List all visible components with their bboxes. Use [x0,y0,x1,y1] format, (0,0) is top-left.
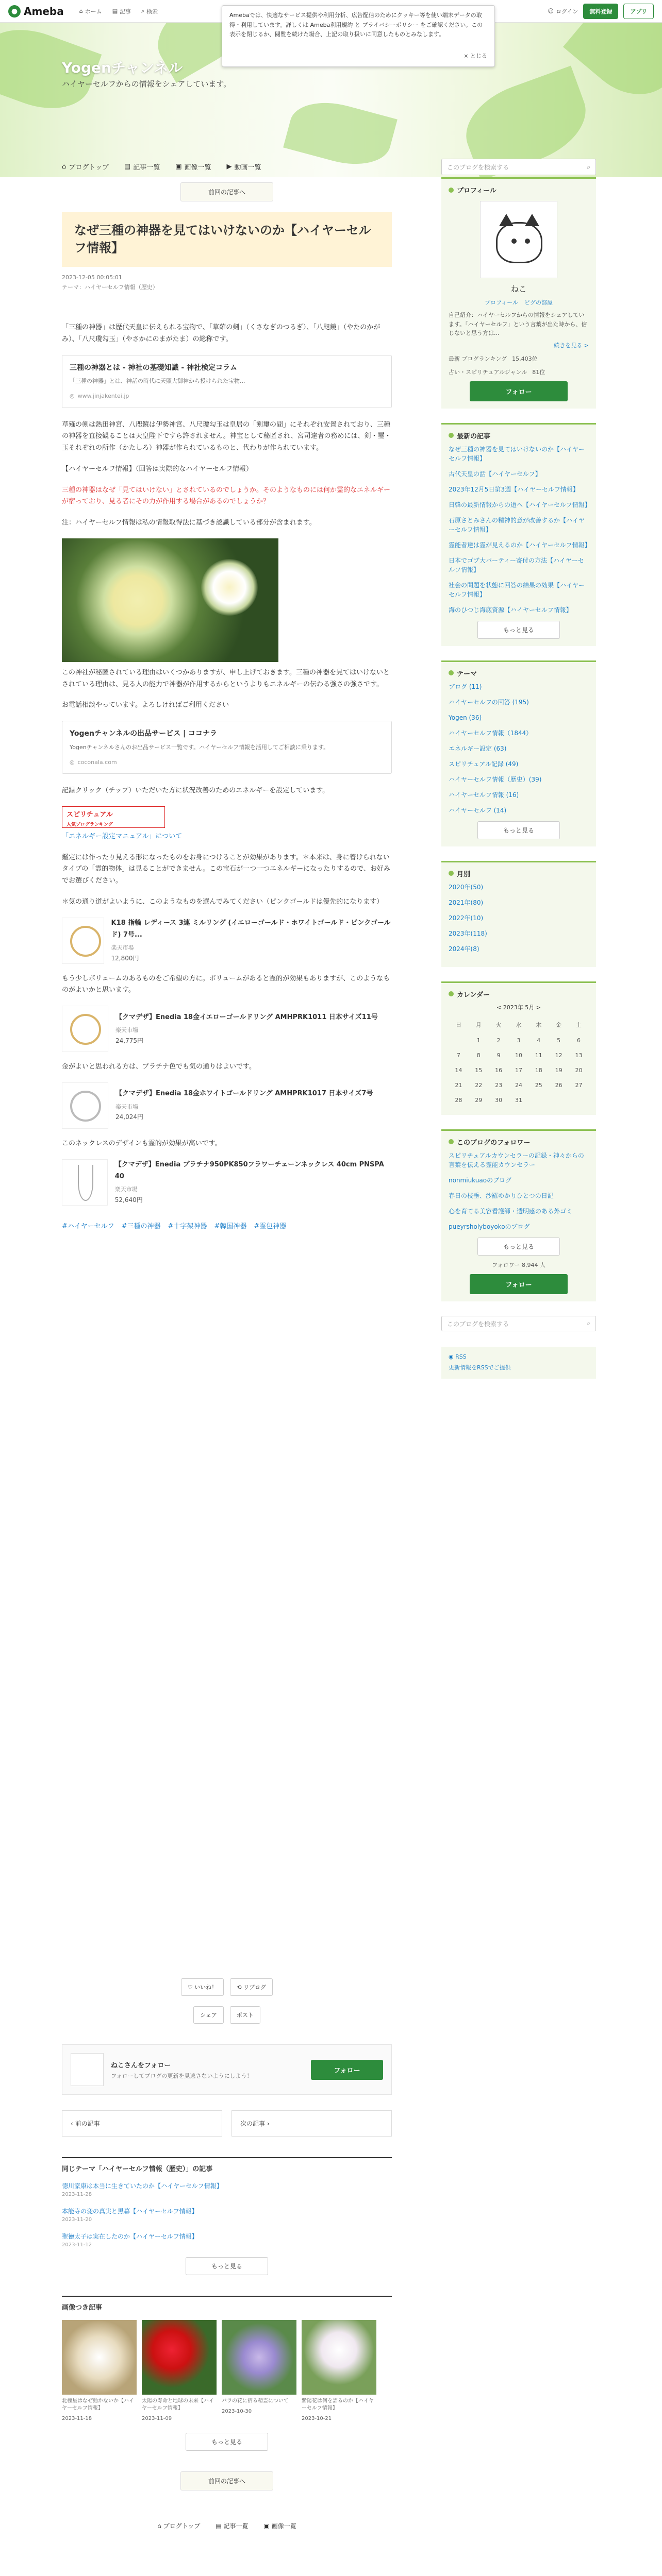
social-share-bar [62,2006,392,2024]
heart-icon: ♡ [187,1984,195,1991]
globe-icon: ◎ [70,758,75,766]
related-article-link[interactable]: 本能寺の変の真実と黒幕【ハイヤーセルフ情報】 2023-11-20 [62,2208,198,2223]
product-image [62,1082,108,1129]
related-articles [62,2157,392,2275]
leaf-decoration [283,93,398,174]
blog-description: ハイヤーセルフからの情報をシェアしています。 [62,79,231,89]
related-article-link[interactable]: 徳川家康は本当に生きていたのか【ハイヤーセルフ情報】 2023-11-28 [62,2182,223,2197]
blog-search-input[interactable]: このブログを検索する ⌕ [441,159,596,175]
recent-article-link[interactable]: 海のひつじ海底資源【ハイヤーセルフ情報】 [449,606,572,614]
video-icon: ▶ [226,163,232,171]
tag-link[interactable]: #三種の神器 [121,1222,161,1230]
article-date: 2023-12-05 00:05:01 [62,274,122,281]
more-button[interactable]: もっと見る [477,621,560,639]
avatar[interactable] [480,201,557,278]
bullet-icon [449,991,454,996]
bullet-icon [449,433,454,438]
photo-thumbnail [302,2320,376,2395]
recent-article-link[interactable]: 古代天皇の話【ハイヤーセルフ】 [449,470,541,478]
search-icon[interactable]: ⌕ [587,163,590,171]
blog-nav-videos[interactable]: ▶ 動画一覧 [226,163,261,172]
photo-thumbnail [62,2320,137,2395]
recent-article-link[interactable]: なぜ三種の神器を見てはいけないのか【ハイヤーセルフ情報】 [449,445,585,462]
photo-article[interactable]: 太陽の寿命と地球の未来【ハイヤーセルフ情報】 2023-11-09 [142,2320,217,2422]
global-nav [79,7,158,15]
theme-link[interactable]: ハイヤーセルフ情報 (16) [449,791,519,799]
user-icon: ☺ [548,8,554,14]
search-icon[interactable]: ⌕ [587,1319,590,1327]
article-paragraph: 鑑定には作ったり見える形になったものをお身につけることが効果があります。＊本来は、身に着けられないタイプの「霊的物体」は見ることができません。この宝石が一つ一つエネルギーになったりするので、お好みでお選びください。 [62,853,390,885]
themes-box: テーマ ブログ (11) ハイヤーセルフの回答 (195) Yogen (36) ハイヤーセルフ情報（1844） エネルギー設定 (63) スピリチュアル記録 (49) ハイヤーセルフ情報（歴史）(39) ハイヤーセルフ情報 (16) ハイヤーセルフ (14) もっと見る [441,660,596,846]
ameba-mark-icon: ● [8,5,21,18]
bullet-icon [449,670,454,675]
archive-link[interactable]: 2023年(118) [449,929,487,937]
article-paragraph: もう少しボリュームのあるものをご希望の方に。ボリュームがあると霊的が効果もありますが、このようなものがよいかと思います。 [62,974,390,994]
next-article-link[interactable]: 次の記事 › [231,2110,392,2137]
rss-box [441,1347,596,1379]
chevron-left-icon: ‹ [71,2120,75,2127]
recent-article-link[interactable]: 社会の問題を状態に回答の結果の効果【ハイヤーセルフ情報】 [449,581,585,598]
product-image [62,1159,108,1206]
follower-link[interactable]: pueyrsholyboyokoのブログ [449,1223,530,1230]
blog-nav-top[interactable]: ⌂ ブログトップ [62,163,109,172]
article-body [62,322,392,1232]
product-item[interactable]: 【クマデザ】Enedia プラチナ950PK850フラワーチェーンネックレス 40cm PNSPA 40 楽天市場 52,640円 [62,1159,392,1206]
follower-link[interactable]: nonmiukuaoのブログ [449,1176,512,1184]
tag-link[interactable]: #韓国神器 [214,1222,247,1230]
product-item[interactable]: K18 指輪 レディース 3連 ミルリング (イエローゴールド・ホワイトゴールド・ピンクゴールド) 7号... 楽天市場 12,800円 [62,918,392,964]
login-link[interactable]: ☺ ログイン [548,8,578,15]
profile-box: プロフィール ねこ プロフィール ピグの部屋 自己紹介：ハイヤーセルフからの情報をシェアしています。「ハイヤーセルフ」という言葉が出た時から、信じないと思う方は... 続きを見る > 最新 ブログランキング 15,403位 占い・スピリチュアルジャンル 81位 フォロー [441,177,596,409]
follower-link[interactable]: 春日の枝垂、沙羅ゆかりひとつの日記 [449,1192,554,1199]
search-icon: ⌕ [141,7,145,14]
home-icon: ⌂ [79,8,83,14]
calendar-table: 日 月 火 水 木 金 土 1 2 3 4 5 6 7 8 9 10 11 12 13 14 15 16 17 18 19 20 21 22 23 24 25 26 27 28 29 30 31 [455,1021,583,1104]
post-button[interactable]: ポスト [230,2006,260,2024]
profile-description: 自己紹介：ハイヤーセルフからの情報をシェアしています。「ハイヤーセルフ」という言葉が出た時から、信じないと思う方は... [449,312,587,337]
global-nav-home[interactable]: ⌂ ホーム [79,8,102,15]
follow-button[interactable]: フォロー [470,381,568,401]
globe-icon: ◎ [70,393,75,400]
image-icon: ▣ [263,2522,272,2530]
more-button[interactable]: もっと見る [477,1238,560,1256]
calendar-box: カレンダー < 2023年 5月 > 日 月 火 水 木 金 土 1 2 3 4 5 6 7 8 9 10 11 12 13 14 15 16 17 18 19 20 21 22 23 24 25 26 27 28 29 30 31 [441,981,596,1115]
signup-button[interactable]: 無料登録 [583,4,618,19]
tag-link[interactable]: #霊包神器 [254,1222,287,1230]
blog-nav [62,162,261,172]
global-nav-articles[interactable]: ▤ 記事 [112,8,131,15]
recent-article-link[interactable]: 日韓の最新情報からの道へ【ハイヤーセルフ情報】 [449,501,591,509]
article-footer [62,1978,392,2530]
theme-link[interactable]: ブログ (11) [449,683,482,690]
ranking-banner[interactable]: スピリチュアル 人気ブログランキング [62,806,165,828]
reblog-icon: ⟲ [237,1984,244,1991]
article-paragraph: お電話相談やっています。よろしければご利用ください [62,701,229,709]
main-content [62,177,392,1232]
article-meta [62,267,392,283]
article-paragraph: 【ハイヤーセルフ情報】（回答は実際的なハイヤーセルフ情報） [62,465,253,473]
profile-name[interactable]: ねこ [510,284,526,294]
app-button[interactable]: アプリ [623,4,654,19]
archive-link[interactable]: 2020年(50) [449,883,484,891]
home-icon: ⌂ [62,163,67,171]
article-paragraph: この神社が秘匿されている理由はいくつかありますが、申し上げておきます。三種の神器を見てはいけないとされている理由は、見る人の能力で神器が作用するからというよりもエネルギーの伝わる強さの強さです。 [62,668,390,688]
follower-link[interactable]: 心を育てる美容看護師・透明感のある外ゴミ [449,1207,573,1215]
product-item[interactable]: 【クマデザ】Enedia 18金ホワイトゴールドリング AMHPRK1017 日本サイズ7号 楽天市場 24,024円 [62,1082,392,1129]
blog-nav-images[interactable]: ▣ 画像一覧 [175,163,211,172]
link-card-title: 三種の神器とは - 神社の基礎知識 - 神社検定コラム [70,363,237,372]
article-paragraph: このネックレスのデザインも霊的が効果が高いです。 [62,1139,222,1147]
article-paragraph: 草薙の剣は熱田神宮、八咫鏡は伊勢神宮、八尺瓊勾玉は皇居の「剣璽の間」にそれぞれ安置されており、三種の神器を直接観ることは天皇陛下ですら許されません。神宝として秘匿され、宮司達者の務めには、剣・璽・玉それぞれの所作（かたしろ）神器が作られているものと、代わりが作られています。 [62,420,391,452]
recent-article-link[interactable]: 霊能者達は霊が見えるのか【ハイヤーセルフ情報】 [449,541,591,549]
prev-article-button[interactable]: 前回の記事へ [180,182,273,201]
theme-link[interactable]: ハイヤーセルフ (14) [449,806,507,814]
theme-link[interactable]: スピリチュアル記録 (49) [449,760,519,768]
cookie-notice-text: Amebaでは、快適なサービス提供や利用分析、広告配信のためにクッキー等を使い端末データの取得・利用しています。詳しくは Ameba利用規約 と プライバシーポリシー をご確認ください。この表示を閉じるか、閲覧を続けた場合、上記の取り扱いに同意したものとみなします。 [229,12,483,38]
bottom-nav-top[interactable]: ⌂ ブログトップ [157,2522,201,2530]
prev-article-button[interactable]: 前回の記事へ [180,2471,273,2490]
follower-count: フォロワー 8,944 人 [492,1261,545,1268]
energy-manual-link[interactable]: 「エネルギー設定マニュアル」について [62,832,183,840]
blog-nav-articles[interactable]: ▤ 記事一覧 [124,163,160,172]
photo-article[interactable]: 紫陽花は何を語るのか【ハイヤーセルフ情報】 2023-10-21 [302,2320,376,2422]
more-button[interactable]: もっと見る [186,2433,268,2451]
ranking-info: 最新 ブログランキング 15,403位 [449,355,538,362]
tag-link[interactable]: #ハイヤーセルフ [62,1222,114,1230]
follow-button[interactable]: フォロー [311,2060,383,2080]
rss-link[interactable]: 更新情報をRSSでご提供 [449,1364,511,1371]
more-button[interactable]: もっと見る [477,821,560,839]
theme-link[interactable]: エネルギー設定 (63) [449,744,507,752]
document-icon: ▤ [216,2522,224,2530]
recent-article-link[interactable]: 日本でゴブ大パーティー寄付の方法【ハイヤーセルフ情報】 [449,556,584,573]
followers-box: このブログのフォロワー スピリチュアルカウンセラーの記録・神々からの言葉を伝える霊能カウンセラー nonmiukuaoのブログ 春日の枝垂、沙羅ゆかりひとつの日記 心を育てる美容看護師・透明感のある外ゴミ pueyrsholyboyokoのブログ もっと見る フォロワー 8,944 人 フォロー [441,1129,596,1301]
follow-button[interactable]: フォロー [470,1274,568,1294]
pigg-room-link[interactable]: ピグの部屋 [524,299,553,306]
related-article-link[interactable]: 聖徳太子は実在したのか【ハイヤーセルフ情報】 2023-11-12 [62,2233,198,2248]
rss-icon: ◉ [449,1353,456,1360]
like-button[interactable]: ♡ いいね！ [181,1978,224,1996]
follower-link[interactable]: スピリチュアルカウンセラーの記録・神々からの言葉を伝える霊能カウンセラー [449,1151,584,1168]
recent-article-link[interactable]: 石原さとみさんの精神的意が改善するか【ハイヤーセルフ情報】 [449,516,585,533]
product-image [62,1006,108,1052]
reblog-button[interactable]: ⟲ リブログ [230,1978,273,1996]
link-card[interactable] [62,721,392,774]
home-icon: ⌂ [157,2522,163,2530]
product-image [62,918,104,964]
profile-more-link[interactable]: 続きを見る > [554,342,589,349]
document-icon: ▤ [112,8,118,14]
article-paragraph: ＊気の通り道がよいように、このようなものを選んでみてください（ピンクゴールドは優先的になります） [62,897,384,906]
archive-link[interactable]: 2024年(8) [449,945,479,953]
document-icon: ▤ [124,163,131,171]
product-item[interactable]: 【クマデザ】Enedia 18金イエローゴールドリング AMHPRK1011 日本サイズ11号 楽天市場 24,775円 [62,1006,392,1052]
archive-link[interactable]: 2022年(10) [449,914,484,922]
avatar[interactable] [71,2053,104,2086]
tag-link[interactable]: #十字架神器 [168,1222,207,1230]
link-card-title: Yogenチャンネルの出品サービス | ココナラ [70,730,217,738]
ranking-info: 占い・スピリチュアルジャンル 81位 [449,368,545,376]
archive-link[interactable]: 2021年(80) [449,899,484,906]
recent-article-link[interactable]: 2023年12月5日第3週【ハイヤーセルフ情報】 [449,485,579,493]
photo-thumbnail [222,2320,296,2395]
archive-box: 月別 2020年(50) 2021年(80) 2022年(10) 2023年(118) 2024年(8) [441,861,596,967]
follow-box-name: ねこさんをフォロー [111,2061,171,2070]
article-paragraph: 注：ハイヤーセルフ情報は私の情報取得法に基づき認識している部分が含まれます。 [62,519,316,527]
related-heading: 同じテーマ「ハイヤーセルフ情報（歴史）」の記事 [62,2165,213,2173]
rss-title: ◉ RSS [449,1353,467,1360]
prev-article-link[interactable]: ‹ 前の記事 [62,2110,222,2137]
article-paragraph: 「三種の神器」は歴代天皇に伝えられる宝物で、「草薙の剣」（くさなぎのつるぎ）、「八咫鏡」（やたのかがみ）、「八尺瓊勾玉」（やさかにのまがたま）の総称です。 [62,324,380,343]
bottom-nav [62,2521,392,2530]
link-card[interactable] [62,355,392,408]
article-tags [62,1221,392,1233]
ameba-logo[interactable] [8,5,64,18]
link-card-desc: Yogenチャンネルさんのお出品サービス一覧です。ハイヤーセルフ情報を活用してご相談に乗ります。 [70,743,329,751]
cookie-notice [222,5,495,67]
bullet-icon [449,871,454,876]
link-card-url: ◎ coconala.com [70,757,384,767]
global-nav-search[interactable]: ⌕ 検索 [141,7,158,15]
share-bar [62,1978,392,1996]
article-paragraph: 金がよいと思われる方は、プラチナ色でも気の通りはよいです。 [62,1063,256,1071]
photos-heading: 画像つき記事 [62,2304,103,2312]
blog-title[interactable]: Yogenチャンネル [62,59,183,76]
theme-link[interactable]: Yogen (36) [449,714,482,721]
follow-box-desc: フォローしてブログの更新を見逃さないようにしよう！ [111,2072,253,2079]
image-icon: ▣ [175,163,182,171]
article-question: 三種の神器はなぜ「見てはいけない」とされているのでしょうか。そのようなものには何か霊的なエネルギーが宿っており、見る者にその力が作用する場合があるのでしょうか？ [62,486,391,506]
sidebar-search-input[interactable]: このブログを検索する ⌕ [441,1316,596,1331]
link-card-url: ◎ www.jinjakentei.jp [70,391,384,401]
chevron-right-icon: › [265,2120,270,2127]
theme-link[interactable]: ハイヤーセルフ情報（歴史）(39) [449,775,542,783]
logo-text: Ameba [24,5,64,18]
article-nav [62,2110,392,2137]
share-button[interactable]: シェア [193,2006,224,2024]
bottom-nav-articles[interactable]: ▤ 記事一覧 [216,2522,249,2530]
article-theme[interactable]: テーマ：ハイヤーセルフ情報（歴史） [62,284,158,291]
article-paragraph: 記録クリック（チップ）いただいた方に状況改善のためのエネルギーを設定しています。 [62,787,329,795]
profile-link[interactable]: プロフィール [485,299,518,306]
theme-link[interactable]: ハイヤーセルフの回答 (195) [449,698,529,706]
calendar-month-nav[interactable]: < 2023年 5月 > [496,1004,541,1011]
flower-image [62,538,278,662]
bottom-nav-images[interactable]: ▣ 画像一覧 [263,2522,296,2530]
photo-article[interactable]: バラの花に宿る精霊について 2023-10-30 [222,2320,296,2422]
photo-articles [62,2296,392,2451]
photo-thumbnail [142,2320,217,2395]
link-card-desc: 「三種の神器」とは、神話の時代に天照大御神から授けられた宝物... [70,378,245,385]
follow-box [62,2044,392,2095]
cookie-notice-close-button[interactable]: × とじる [464,53,487,60]
photo-article[interactable]: 北極星はなぜ動かないか【ハイヤーセルフ情報】 2023-11-18 [62,2320,137,2422]
theme-link[interactable]: ハイヤーセルフ情報（1844） [449,729,533,737]
recent-articles-box: 最新の記事 なぜ三種の神器を見てはいけないのか【ハイヤーセルフ情報】 古代天皇の話【ハイヤーセルフ】 2023年12月5日第3週【ハイヤーセルフ情報】 日韓の最新情報からの道へ【ハイヤーセルフ情報】 石原さとみさんの精神的意が改善するか【ハイヤーセルフ情報】 霊能者達は霊が見えるのか【ハイヤーセルフ情報】 日本でゴブ大パーティー寄付の方法【ハイヤーセルフ情報】 社会の問題を状態に回答の結果の効果【ハイヤーセルフ情報】 海のひつじ海底資源【ハイヤーセルフ情報】 もっと見る [441,423,596,646]
more-button[interactable]: もっと見る [186,2257,268,2275]
bullet-icon [449,188,454,193]
article-title: なぜ三種の神器を見てはいけないのか【ハイヤーセルフ情報】 [62,212,392,267]
sidebar [441,177,596,1379]
bullet-icon [449,1139,454,1144]
